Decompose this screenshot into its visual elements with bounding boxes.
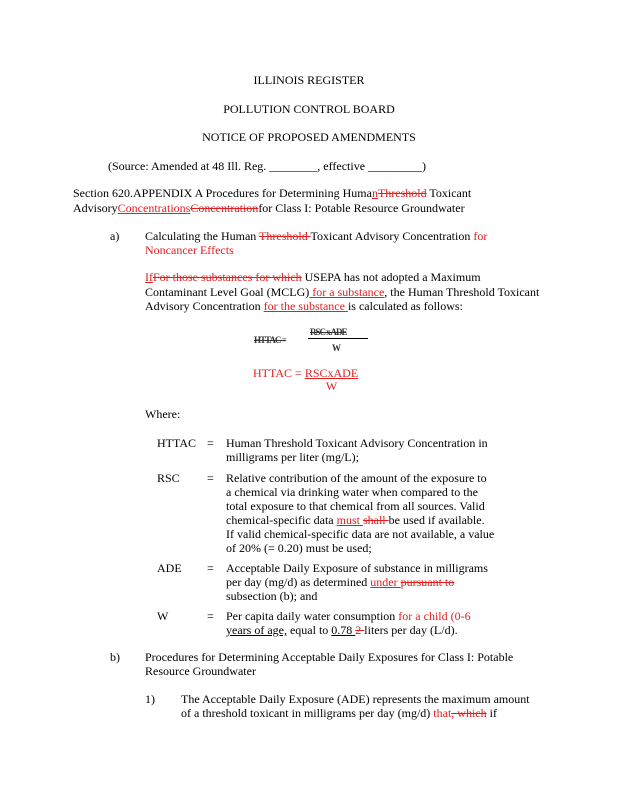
inserted-text: for a substance <box>309 285 385 299</box>
where-label: Where: <box>145 407 181 421</box>
item-text: if <box>486 706 497 720</box>
inserted-text: n <box>371 186 378 200</box>
new-formula-numerator: RSCxADE <box>304 366 359 380</box>
register-title: ILLINOIS REGISTER <box>253 73 365 87</box>
subsection-a-heading-line1 <box>145 229 487 244</box>
section-heading-line2 <box>73 201 465 216</box>
def-rsc-line4 <box>226 513 485 528</box>
def-eq: = <box>207 436 214 450</box>
new-formula-fraction <box>305 366 358 394</box>
old-formula-bar <box>308 338 368 339</box>
paragraph-a-line3 <box>145 299 463 314</box>
def-text: Per capita daily water consumption <box>226 609 399 623</box>
paragraph-text: Advisory Concentration <box>145 299 264 313</box>
deleted-text: Threshold <box>377 186 427 200</box>
item-text: of a threshold toxicant in milligrams per day (mg/d) <box>181 706 434 720</box>
def-w-line2 <box>226 623 458 638</box>
old-formula-numerator: RSC x ADE <box>310 327 347 337</box>
item-1-line2 <box>181 706 497 721</box>
subsection-a-heading-line2: Noncancer Effects <box>145 243 234 257</box>
board-title: POLLUTION CONTROL BOARD <box>223 102 395 116</box>
def-term-rsc: RSC <box>157 471 180 485</box>
inserted-text: years of age, <box>226 623 287 637</box>
deleted-text: Concentration <box>190 201 259 215</box>
inserted-text: 0.78 <box>331 623 356 637</box>
paragraph-text: , the Human Threshold Toxicant <box>384 285 540 299</box>
section-heading-text: Advisory <box>73 201 118 215</box>
def-httac-line2: milligrams per liter (mg/L); <box>226 450 359 464</box>
notice-title: NOTICE OF PROPOSED AMENDMENTS <box>202 130 416 144</box>
paragraph-a-line2 <box>145 285 539 300</box>
paragraph-a-line1 <box>145 270 481 285</box>
deleted-text: Threshold <box>259 229 311 243</box>
deleted-text: 2 <box>355 623 365 637</box>
def-rsc-line2: a chemical via drinking water when compared to the <box>226 485 478 499</box>
inserted-text: that <box>433 706 452 720</box>
section-heading-line1 <box>73 186 471 201</box>
section-heading-text: Toxicant <box>426 186 472 200</box>
paragraph-text: is calculated as follows: <box>347 299 463 313</box>
deleted-text: , which <box>451 706 487 720</box>
def-ade-line2 <box>226 575 454 590</box>
def-ade-line1: Acceptable Daily Exposure of substance in milligrams <box>226 561 488 575</box>
deleted-text: pursuant to <box>400 575 455 589</box>
section-heading-text: Section 620.APPENDIX A Procedures for Determining Huma <box>73 186 372 200</box>
paragraph-text: USEPA has not adopted a Maximum <box>301 270 481 284</box>
inserted-text: for the substance <box>263 299 348 313</box>
subsection-b-line1: Procedures for Determining Acceptable Daily Exposures for Class I: Potable <box>145 650 514 664</box>
def-term-httac: HTTAC <box>157 436 197 450</box>
def-rsc-line5: If valid chemical-specific data are not available, a value <box>226 527 495 541</box>
new-formula-left: HTTAC = <box>253 366 305 380</box>
def-httac-line1: Human Threshold Toxicant Advisory Concentration in <box>226 436 488 450</box>
inserted-text: Concentrations <box>117 201 191 215</box>
old-formula-denominator: W <box>332 343 340 353</box>
source-line: (Source: Amended at 48 Ill. Reg. ________, effective _________) <box>108 159 427 173</box>
def-w-line1 <box>226 609 471 624</box>
section-heading-text: for Class I: Potable Resource Groundwater <box>258 201 465 215</box>
def-rsc-line3: total exposure to that chemical from all sources. Valid <box>226 499 485 513</box>
deleted-text: For those substances for which <box>153 270 302 284</box>
def-eq: = <box>207 609 214 623</box>
def-text: liters per day (L/d). <box>364 623 458 637</box>
def-text: per day (mg/d) as determined <box>226 575 371 589</box>
inserted-text: If <box>145 270 153 284</box>
def-ade-line3: subsection (b); and <box>226 589 318 603</box>
inserted-text: under <box>370 575 401 589</box>
def-text: equal to <box>286 623 332 637</box>
inserted-text: for <box>473 229 488 243</box>
def-term-w: W <box>157 609 169 623</box>
item-1-label: 1) <box>145 692 155 706</box>
heading-text: Calculating the Human <box>145 229 260 243</box>
new-formula-denominator: W <box>325 379 338 393</box>
subsection-b-line2: Resource Groundwater <box>145 664 256 678</box>
def-rsc-line6: of 20% (= 0.20) must be used; <box>226 541 372 555</box>
paragraph-text: Contaminant Level Goal (MCLG) <box>145 285 310 299</box>
def-term-ade: ADE <box>157 561 182 575</box>
new-formula <box>253 366 358 394</box>
def-text: chemical-specific data <box>226 513 337 527</box>
def-rsc-line1: Relative contribution of the amount of the exposure to <box>226 471 487 485</box>
subsection-a-label: a) <box>110 229 120 243</box>
deleted-text: shall <box>362 513 389 527</box>
subsection-b-label: b) <box>110 650 120 664</box>
inserted-text: must <box>336 513 363 527</box>
old-formula-left: HTTAC = <box>254 335 286 345</box>
def-eq: = <box>207 471 214 485</box>
heading-text: Toxicant Advisory Concentration <box>310 229 474 243</box>
item-1-line1: The Acceptable Daily Exposure (ADE) represents the maximum amount <box>181 692 530 706</box>
def-text: be used if available. <box>388 513 485 527</box>
def-eq: = <box>207 561 214 575</box>
inserted-text: for a child (0-6 <box>398 609 471 623</box>
